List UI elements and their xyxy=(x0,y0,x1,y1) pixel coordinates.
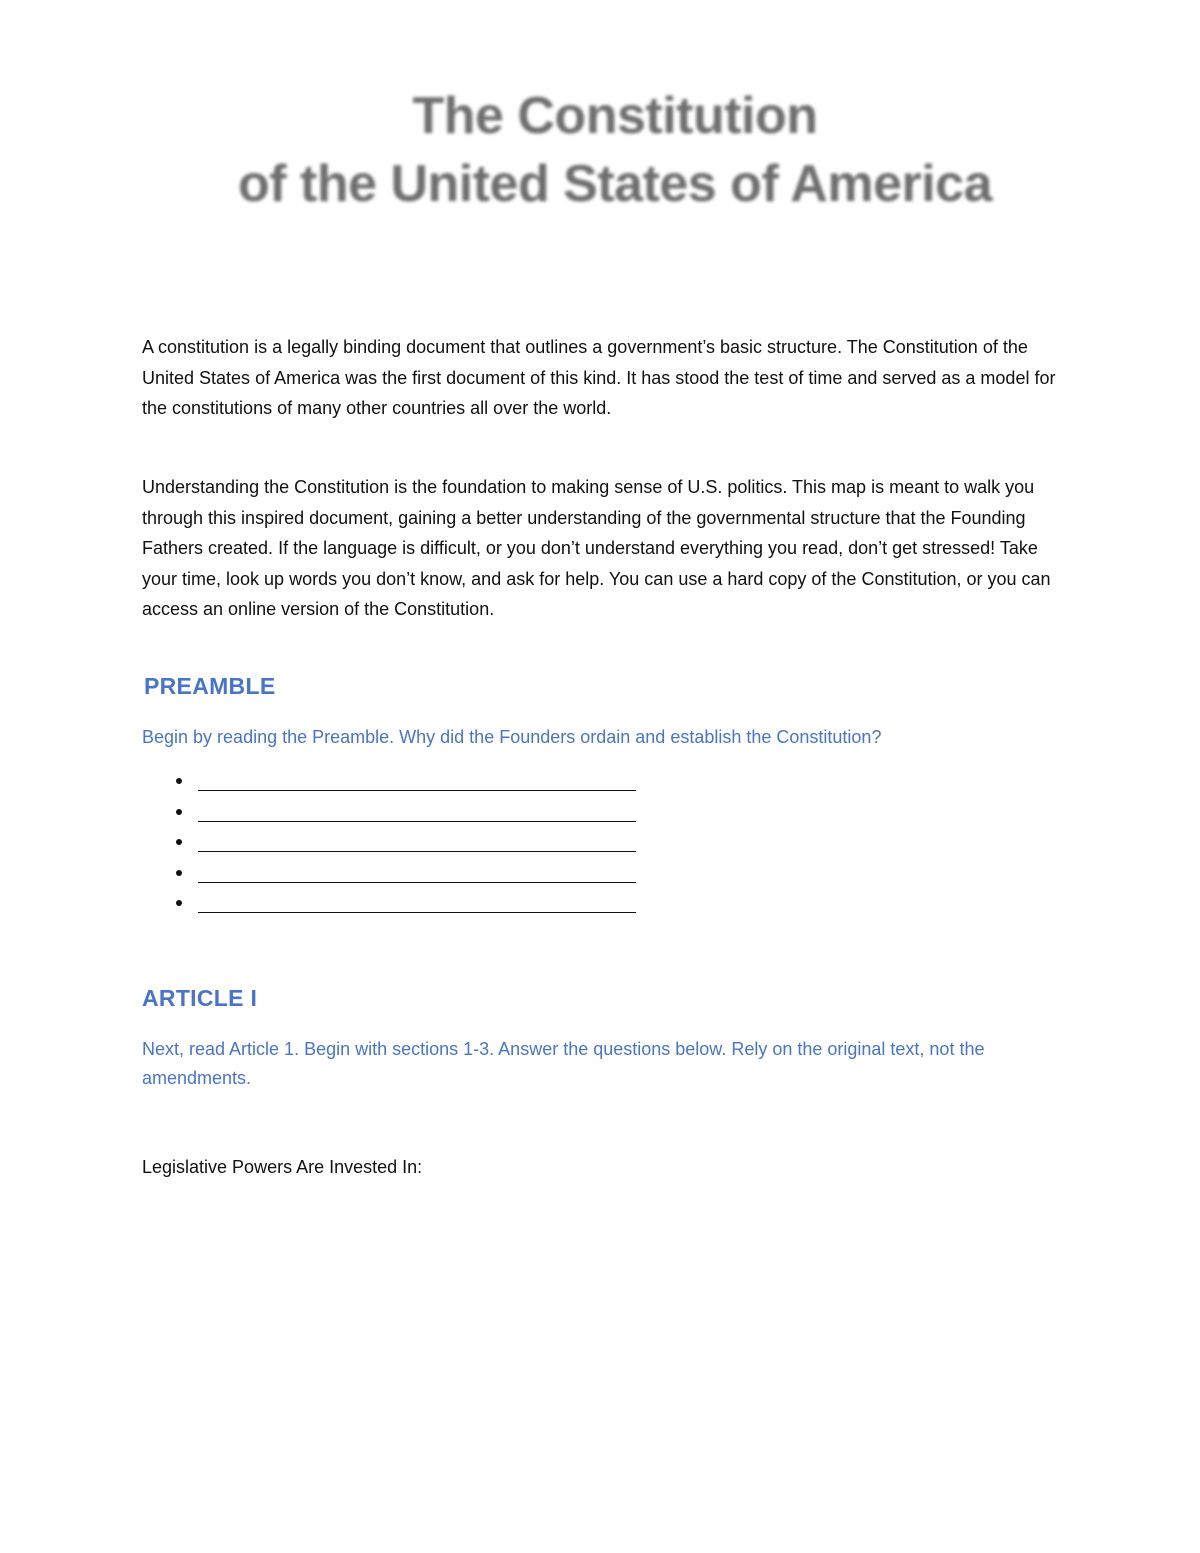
bullet-icon xyxy=(176,900,182,906)
article-1-prompt: Next, read Article 1. Begin with sections 1-3. Answer the questions below. Rely on the original text, not the amendments. xyxy=(142,1039,985,1088)
bullet-icon xyxy=(176,839,182,845)
intro-paragraph-2: Understanding the Constitution is the foundation to making sense of U.S. politics. This map is meant to walk you through this inspired document, gaining a better understanding of the governmental structure that the Founding Fathers created. If the language is difficult, or you don’t understand everything you read, don’t get stressed! Take your time, look up words you don’t know, and ask for help. You can use a hard copy of the Constitution, or you can access an online version of the Constitution. xyxy=(142,477,1051,619)
bullet-icon xyxy=(176,778,182,784)
answer-blank-line[interactable] xyxy=(198,882,636,883)
answer-blank-line[interactable] xyxy=(198,912,636,913)
preamble-heading: PREAMBLE xyxy=(144,673,276,699)
answer-blank-line[interactable] xyxy=(198,790,636,791)
answer-blank-line[interactable] xyxy=(198,821,636,822)
title-line-2: of the United States of America xyxy=(237,155,993,213)
intro-paragraph-1: A constitution is a legally binding document that outlines a government’s basic structure. The Constitution of the United States of America was the first document of this kind. It has stood the test of time and served as a model for the constitutions of many other countries all over the world. xyxy=(142,337,1056,418)
preamble-prompt: Begin by reading the Preamble. Why did the Founders ordain and establish the Constitution? xyxy=(142,727,882,747)
bullet-icon xyxy=(176,809,182,815)
article-1-heading: ARTICLE I xyxy=(142,985,258,1011)
answer-blank-line[interactable] xyxy=(198,851,636,852)
bullet-icon xyxy=(176,870,182,876)
legislative-powers-label: Legislative Powers Are Invested In: xyxy=(142,1157,423,1177)
title-line-1: The Constitution xyxy=(412,87,818,145)
document-title xyxy=(0,82,1200,218)
